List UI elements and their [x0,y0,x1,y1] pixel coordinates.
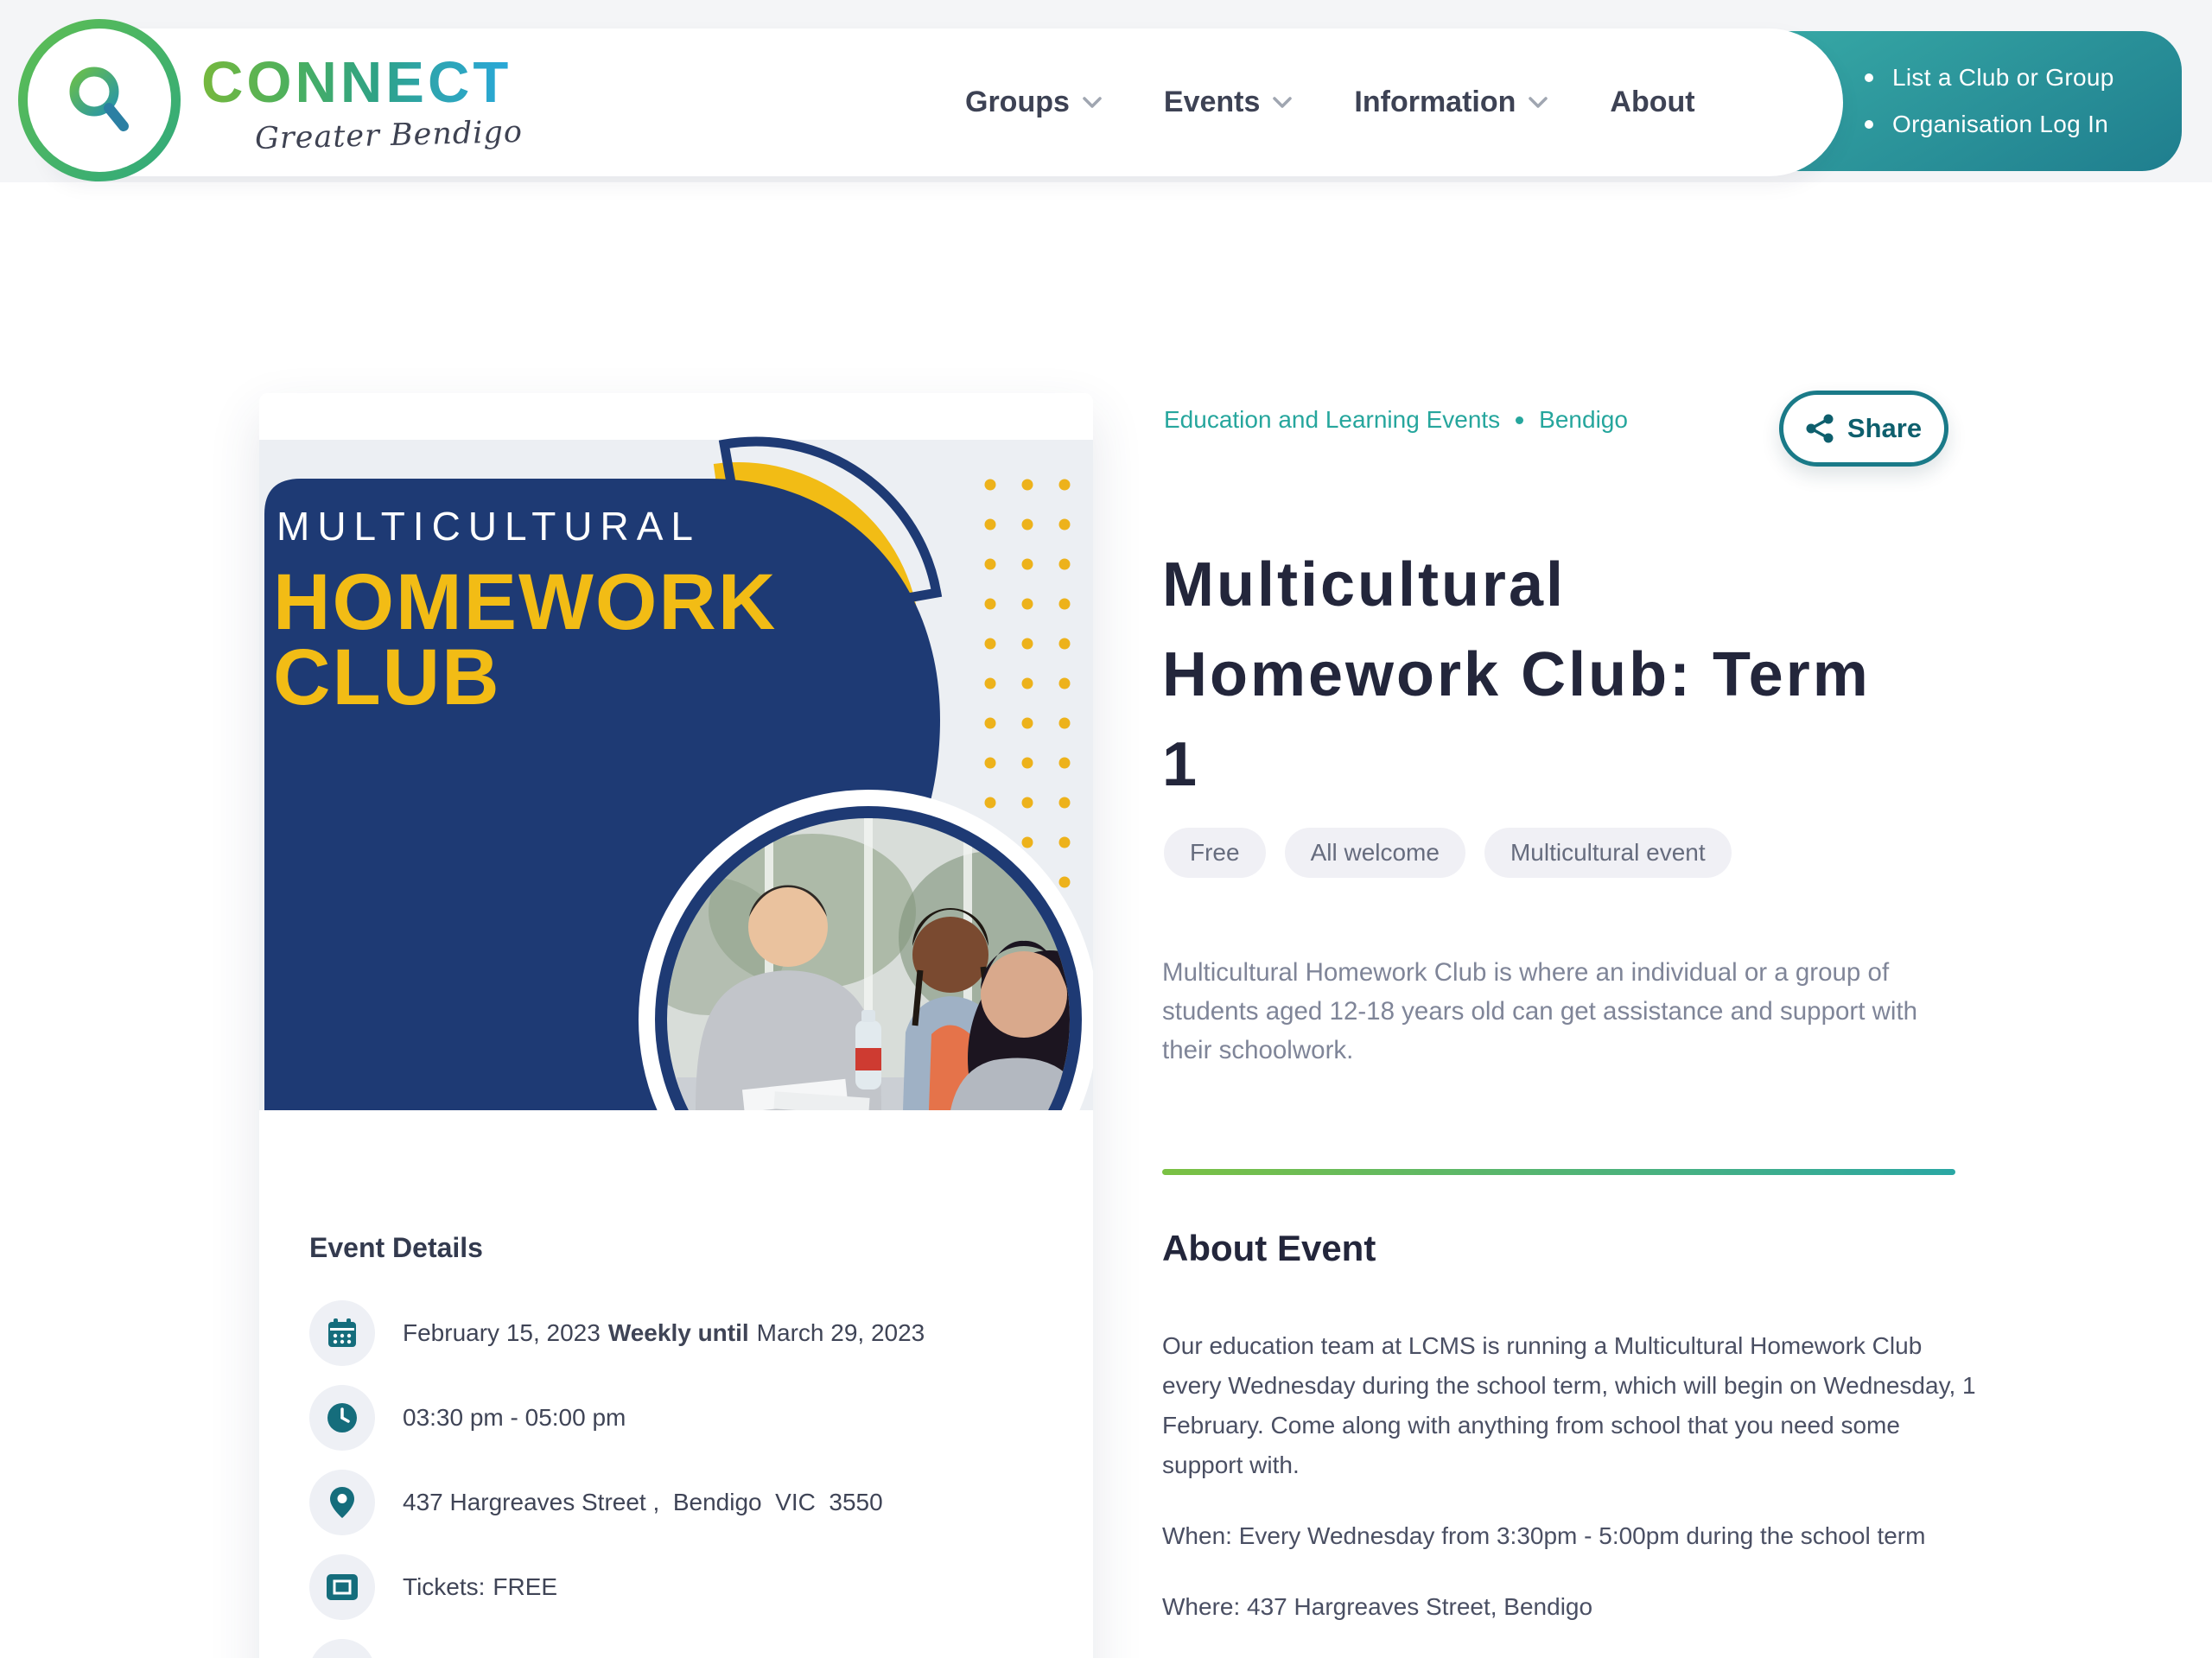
event-summary-column [1162,393,1976,1658]
event-time-text: 03:30 pm - 05:00 pm [403,1404,626,1431]
chevron-down-icon [1083,97,1102,109]
tickets-value: FREE [493,1573,558,1600]
event-summary-text: Multicultural Homework Club is where an individual or a group of students aged 12-18 years old can get assistance and support with their schoolwork. [1162,958,1918,1064]
nav-events-label: Events [1163,86,1261,118]
about-paragraph-when: When: Every Wednesday from 3:30pm - 5:00pm during the school term [1162,1522,1926,1549]
detail-row-extra [309,1639,1052,1658]
detail-row-time [309,1385,1052,1451]
search-button[interactable] [18,19,181,181]
about-event-heading: About Event [1162,1228,1376,1268]
date-recurrence: Weekly until [607,1319,749,1346]
share-label: Share [1847,413,1923,443]
gradient-divider [1162,1169,1955,1175]
nav-item-information[interactable] [1354,86,1548,119]
nav-item-about[interactable] [1610,86,1694,119]
ticket-icon [309,1554,375,1620]
search-icon [67,66,132,135]
bullet-icon [1865,120,1873,129]
tag-multicultural-event: Multicultural event [1484,828,1732,878]
list-club-link[interactable] [1865,64,2182,92]
event-date-text [403,1319,925,1347]
brand-title: CONNECT [201,54,523,111]
event-details-list [309,1300,1052,1658]
nav-item-events[interactable] [1164,86,1293,119]
page-title: Multicultural Homework Club: Term 1 [1162,550,1871,799]
poster-title-line2: HOMEWORK [273,558,778,646]
about-event-body [1162,1326,1979,1627]
event-details-heading: Event Details [309,1232,483,1263]
share-button[interactable] [1779,391,1948,467]
share-icon [1806,414,1834,443]
date-end: March 29, 2023 [756,1319,925,1346]
list-club-label: List a Club or Group [1892,64,2114,91]
about-paragraph: Our education team at LCMS is running a Multicultural Homework Club every Wednesday during the school term, which will begin on Wednesday, 1 February. Come along with anything from school that you need some support with. [1162,1332,1976,1478]
tag-free: Free [1164,828,1266,878]
person-icon [309,1639,375,1658]
bullet-icon [1865,73,1873,82]
event-address-text: 437 Hargreaves Street , Bendigo VIC 3550 [403,1489,883,1515]
breadcrumb-separator-icon [1516,416,1523,424]
poster-title-line1: MULTICULTURAL [276,504,701,549]
tag-all-welcome: All welcome [1285,828,1465,878]
location-pin-icon [309,1470,375,1535]
brand-tagline: Greater Bendigo [254,114,524,157]
nav-item-groups[interactable] [965,86,1102,119]
breadcrumb [1164,406,1628,434]
about-paragraph-where: Where: 437 Hargreaves Street, Bendigo [1162,1593,1593,1620]
poster-graphics [259,393,1093,1110]
detail-row-location [309,1470,1052,1535]
tag-list [1164,828,1732,878]
organisation-login-label: Organisation Log In [1892,111,2109,137]
event-card [259,393,1093,1658]
chevron-down-icon [1529,97,1548,109]
tickets-label: Tickets: [403,1573,486,1600]
calendar-icon [309,1300,375,1366]
date-start: February 15, 2023 [403,1319,601,1346]
organisation-login-link[interactable] [1865,111,2182,138]
detail-row-tickets [309,1554,1052,1620]
poster-title-line3: CLUB [273,633,501,721]
chevron-down-icon [1273,97,1292,109]
search-button-inner [28,29,171,172]
detail-row-date [309,1300,1052,1366]
brand-logo[interactable] [201,50,524,157]
main-nav [965,29,1695,176]
clock-icon [309,1385,375,1451]
event-poster-image [259,393,1093,1110]
nav-information-label: Information [1354,86,1516,118]
nav-about-label: About [1610,86,1695,118]
nav-groups-label: Groups [965,86,1070,118]
breadcrumb-location-link[interactable]: Bendigo [1539,406,1628,433]
breadcrumb-category-link[interactable]: Education and Learning Events [1164,406,1501,433]
event-tickets-text [403,1573,557,1601]
